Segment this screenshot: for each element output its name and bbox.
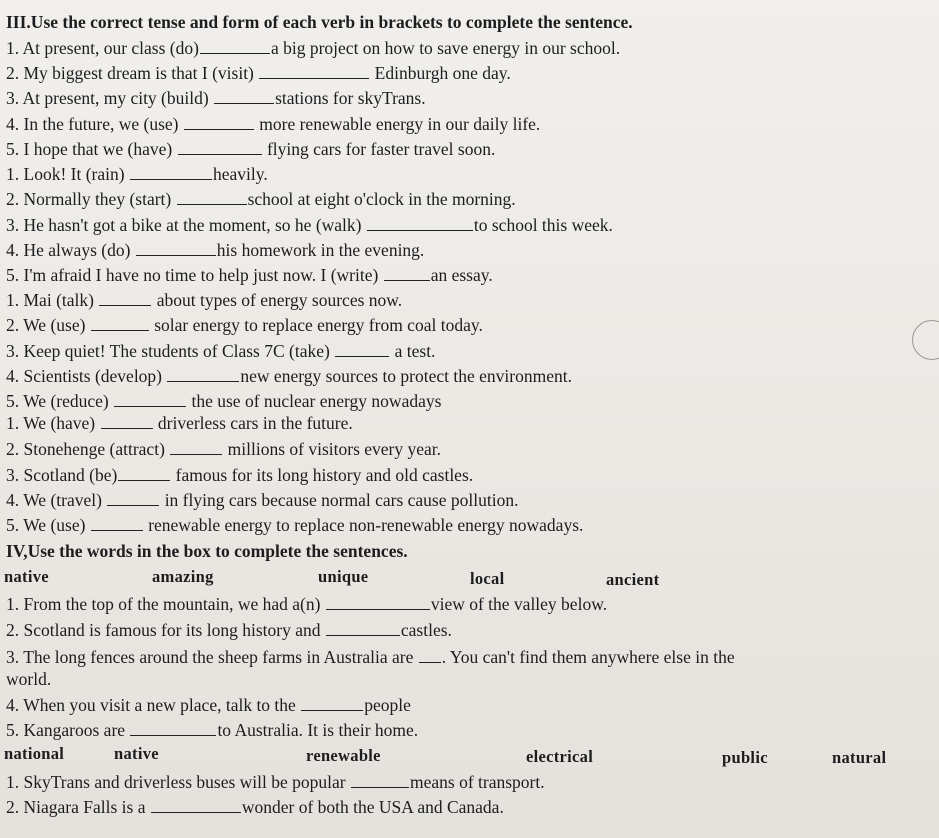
exercise-item: 4. In the future, we (use) more renewable energy in our daily life. <box>6 114 541 134</box>
page-edge-ring-icon <box>912 320 939 360</box>
exercise-item: 2. Niagara Falls is a wonder of both the USA and Canada. <box>6 797 504 817</box>
exercise-item: 2. We (use) solar energy to replace energy from coal today. <box>6 315 483 335</box>
exercise-item: 5. We (reduce) the use of nuclear energy nowadays <box>6 391 442 411</box>
exercise-item: 3. Keep quiet! The students of Class 7C (take) a test. <box>6 341 436 361</box>
word-box-item: renewable <box>306 746 381 765</box>
exercise-item: 2. My biggest dream is that I (visit) Edinburgh one day. <box>6 63 511 83</box>
exercise-item: 3. The long fences around the sheep farms in Australia are . You can't find them anywhere else in the <box>6 647 735 667</box>
exercise-item: 4. When you visit a new place, talk to the people <box>6 695 411 715</box>
exercise-item: 5. I'm afraid I have no time to help just now. I (write) an essay. <box>6 265 493 285</box>
word-box-item: natural <box>832 748 887 767</box>
exercise-item: 1. Mai (talk) about types of energy sources now. <box>6 290 403 310</box>
word-box-item: unique <box>318 567 369 586</box>
word-box-item: native <box>4 567 49 586</box>
exercise-item: 5. Kangaroos are to Australia. It is their home. <box>6 720 419 740</box>
exercise-item: 1. Look! It (rain) heavily. <box>6 164 268 184</box>
exercise-item: 3. At present, my city (build) stations for skyTrans. <box>6 88 426 108</box>
word-box-item: electrical <box>526 747 594 766</box>
word-box-item: national <box>4 744 65 763</box>
exercise-item: 3. He hasn't got a bike at the moment, so he (walk) to school this week. <box>6 215 613 235</box>
exercise-item: 5. We (use) renewable energy to replace non-renewable energy nowadays. <box>6 515 584 535</box>
exercise-item: 3. Scotland (be) famous for its long history and old castles. <box>6 465 474 485</box>
exercise-item: 1. We (have) driverless cars in the future. <box>6 413 353 433</box>
exercise-item: 2. Scotland is famous for its long history and castles. <box>6 620 452 640</box>
section-3-heading: III.Use the correct tense and form of each verb in brackets to complete the sentence. <box>6 12 633 32</box>
exercise-item: 4. Scientists (develop) new energy sources to protect the environment. <box>6 366 572 386</box>
exercise-item: 1. SkyTrans and driverless buses will be popular means of transport. <box>6 772 545 792</box>
word-box-item: amazing <box>152 567 214 586</box>
exercise-item: 4. He always (do) his homework in the evening. <box>6 240 425 260</box>
exercise-item-continued: world. <box>6 669 52 689</box>
word-box-item: public <box>722 748 768 767</box>
exercise-item: 5. I hope that we (have) flying cars for faster travel soon. <box>6 139 496 159</box>
exercise-item: 1. From the top of the mountain, we had a(n) view of the valley below. <box>6 594 608 614</box>
exercise-item: 4. We (travel) in flying cars because normal cars cause pollution. <box>6 490 519 510</box>
exercise-item: 2. Stonehenge (attract) millions of visitors every year. <box>6 439 442 459</box>
word-box-item: native <box>114 744 159 763</box>
exercise-item: 2. Normally they (start) school at eight o'clock in the morning. <box>6 189 516 209</box>
exercise-item: 1. At present, our class (do) a big project on how to save energy in our school. <box>6 38 621 58</box>
word-box-item: local <box>470 569 505 588</box>
word-box-item: ancient <box>606 570 660 589</box>
section-4-heading: IV,Use the words in the box to complete the sentences. <box>6 541 408 561</box>
